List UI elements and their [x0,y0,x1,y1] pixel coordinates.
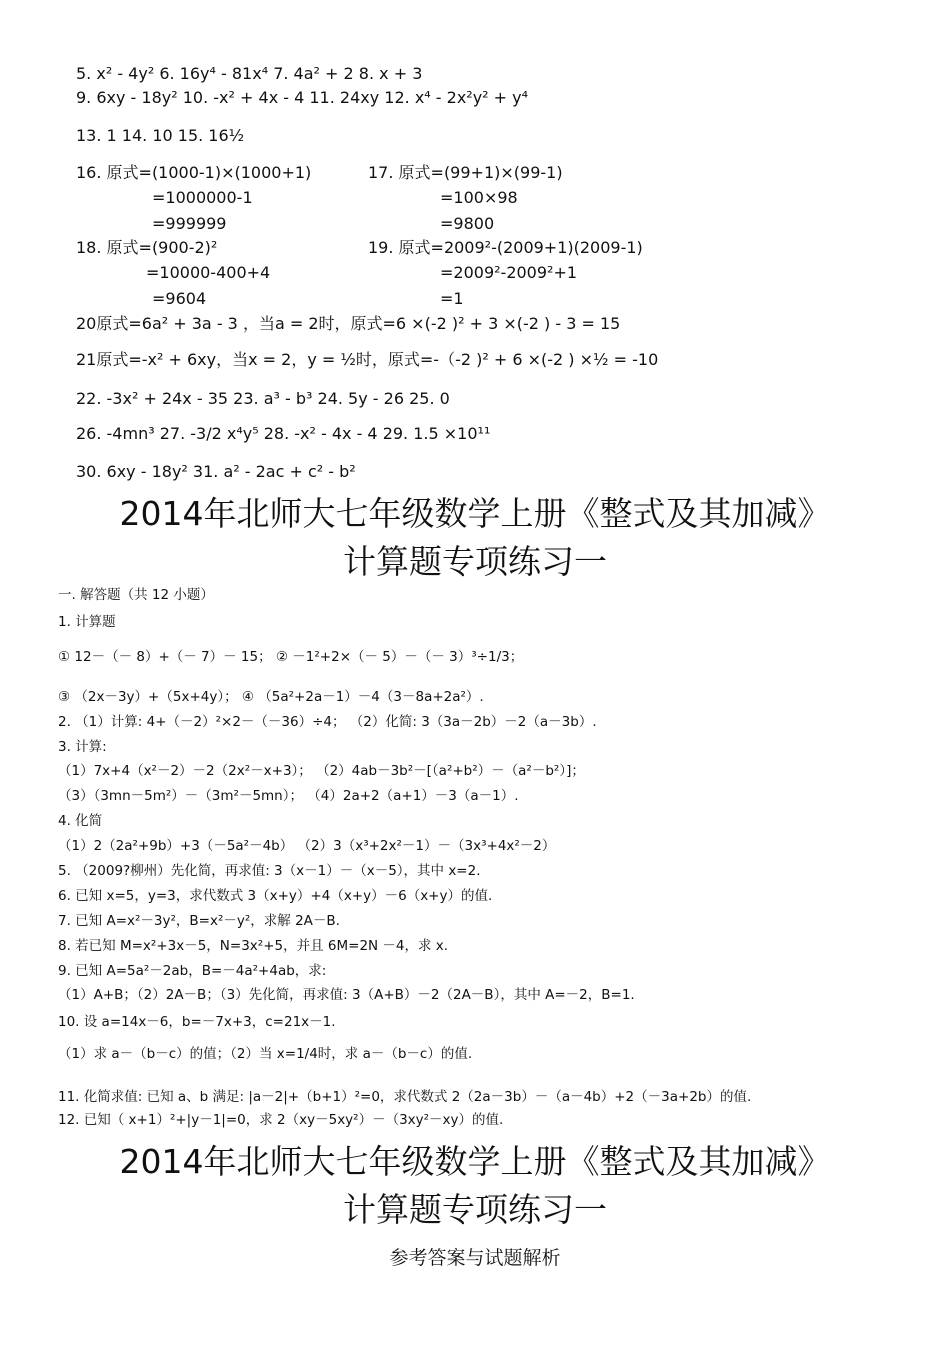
question-line: ③ （2x－3y）+（5x+4y）； ④ （5a²+2a－1）－4（3－8a+2a²）. [58,689,484,705]
answer-line: =999999 [152,214,227,233]
document-title-line2: 计算题专项练习一 [343,542,607,581]
question-line: 2. （1）计算: 4+（－2）²×2－（－36）÷4； （2）化简: 3（3a－2b）－2（a－3b）. [58,714,597,730]
answer-line: =100×98 [440,188,518,207]
answer-line: =9800 [440,214,495,233]
answer-line: 17. 原式=(99+1)×(99-1) [368,163,563,182]
answer-line: =2009²-2009²+1 [440,263,578,282]
question-line: 11. 化简求值: 已知 a、b 满足: |a－2|+（b+1）²=0，求代数式 2（2a－3b）－（a－4b）+2（－3a+2b）的值. [58,1089,752,1105]
question-line: 12. 已知（ x+1）²+|y－1|=0，求 2（xy－5xy²）－（3xy²－xy）的值. [58,1112,504,1128]
section-heading: 一. 解答题（共 12 小题） [58,587,214,603]
answer-line: 13. 1 14. 10 15. 16½ [76,126,245,145]
question-line: （1）2（2a²+9b）+3（－5a²－4b） （2）3（x³+2x²－1）－（3x³+4x²－2） [58,838,556,854]
answer-line: 22. -3x² + 24x - 35 23. a³ - b³ 24. 5y - 26 25. 0 [76,389,450,408]
question-line: 5. （2009?柳州）先化简，再求值: 3（x－1）－（x－5），其中 x=2. [58,863,481,879]
answer-line: 18. 原式=(900-2)² [76,238,218,257]
answer-line: 16. 原式=(1000-1)×(1000+1) [76,163,312,182]
question-line: 1. 计算题 [58,614,116,630]
answer-section-subtitle: 参考答案与试题解析 [389,1247,561,1269]
question-line: 9. 已知 A=5a²－2ab，B=－4a²+4ab，求: [58,963,327,979]
question-line: 4. 化简 [58,813,103,829]
question-line: 3. 计算: [58,739,107,755]
answer-line: 26. -4mn³ 27. -3/2 x⁴y⁵ 28. -x² - 4x - 4 29. 1.5 ×10¹¹ [76,424,491,443]
answer-line: =9604 [152,289,207,308]
answer-line: 20原式=6a² + 3a - 3 ，当a = 2时，原式=6 ×(-2 )² + 3 ×(-2 ) - 3 = 15 [76,314,621,333]
document-title-repeat-line2: 计算题专项练习一 [343,1190,607,1229]
answer-line: 19. 原式=2009²-(2009+1)(2009-1) [368,238,643,257]
document-title-repeat: 2014年北师大七年级数学上册《整式及其加减》 [119,1142,831,1181]
question-line: （3）（3mn－5m²）－（3m²－5mn）； （4）2a+2（a+1）－3（a－1）. [58,788,519,804]
answer-line: =10000-400+4 [146,263,271,282]
answer-line: 21原式=-x² + 6xy，当x = 2，y = ½时，原式=-（-2 )² + 6 ×(-2 ) ×½ = -10 [76,350,659,369]
question-line: （1）求 a－（b－c）的值；（2）当 x=1/4时，求 a－（b－c）的值. [58,1046,473,1062]
answer-line: =1000000-1 [152,188,253,207]
question-line: 8. 若已知 M=x²+3x－5，N=3x²+5，并且 6M=2N －4，求 x. [58,938,449,954]
answer-line: 5. x² - 4y² 6. 16y⁴ - 81x⁴ 7. 4a² + 2 8. x + 3 [76,64,423,83]
question-line: 10. 设 a=14x－6，b=－7x+3，c=21x－1. [58,1014,336,1030]
answer-line: 9. 6xy - 18y² 10. -x² + 4x - 4 11. 24xy 12. x⁴ - 2x²y² + y⁴ [76,88,529,107]
question-line: 6. 已知 x=5，y=3，求代数式 3（x+y）+4（x+y）－6（x+y）的值. [58,888,493,904]
answer-line: =1 [440,289,464,308]
question-line: （1）7x+4（x²－2）－2（2x²－x+3）； （2）4ab－3b²－[（a²+b²）－（a²－b²）]； [58,763,585,779]
question-line: 7. 已知 A=x²－3y²，B=x²－y²，求解 2A－B. [58,913,340,929]
question-line: （1）A+B；（2）2A－B；（3）先化简，再求值: 3（A+B）－2（2A－B），其中 A=－2，B=1. [58,987,635,1003]
document-title: 2014年北师大七年级数学上册《整式及其加减》 [119,494,831,533]
answer-line: 30. 6xy - 18y² 31. a² - 2ac + c² - b² [76,462,356,481]
question-line: ① 12－（－ 8）+（－ 7）－ 15； ② －1²+2×（－ 5）－（－ 3）³÷1/3； [58,649,524,665]
